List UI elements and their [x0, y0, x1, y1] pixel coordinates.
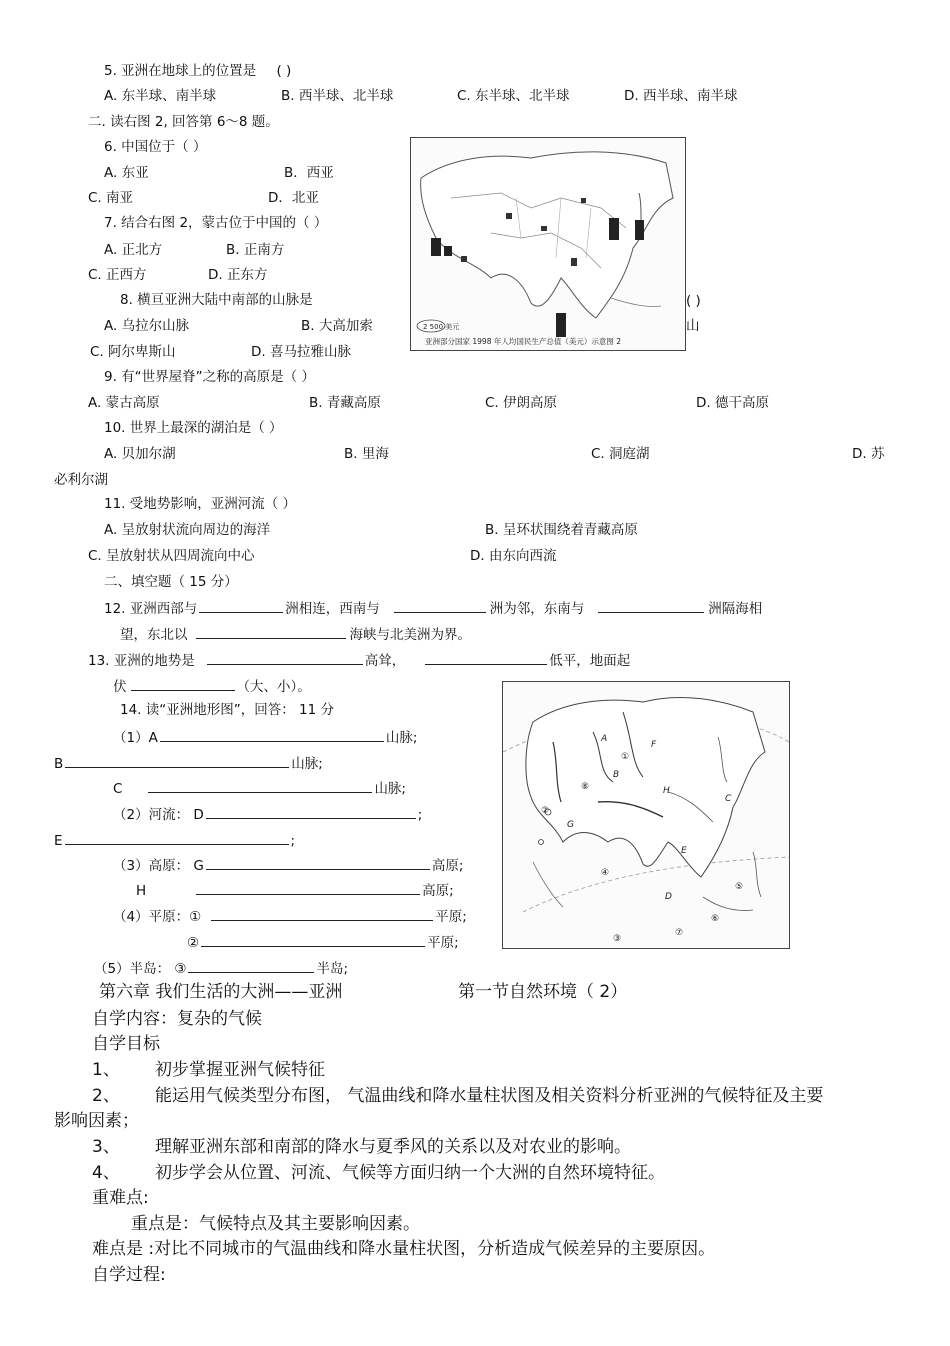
q12-line1: [104, 598, 762, 618]
key-points-heading: 重难点:: [92, 1188, 149, 1208]
key-point: 重点是：气候特点及其主要影响因素。: [131, 1214, 420, 1234]
q13-blank-3[interactable]: [131, 676, 235, 691]
self-study-content: 自学内容：复杂的气候: [92, 1009, 262, 1029]
q14-river-d: [113, 804, 422, 824]
q11-option-a[interactable]: A. 呈放射状流向周边的海洋: [104, 522, 271, 538]
asia-gnp-map-caption: 亚洲部分国家 1998 年人均国民生产总值（美元）示意图 2: [425, 337, 622, 346]
goal-4: 初步学会从位置、河流、气候等方面归纳一个大洲的自然环境特征。: [155, 1163, 665, 1183]
q13-text-a: 13. 亚洲的地势是: [88, 653, 195, 669]
goal-1: 初步掌握亚洲气候特征: [155, 1060, 325, 1080]
q8-paren: ( ): [686, 293, 701, 309]
map-label-14: ⑦: [675, 928, 684, 938]
asia-gnp-map-legend: 2 500 美元: [423, 323, 460, 331]
q11-option-c[interactable]: C. 呈放射状从四周流向中心: [88, 548, 255, 564]
q13-blank-1[interactable]: [207, 650, 363, 665]
q10-option-d-tail: 必利尔湖: [54, 472, 108, 488]
map-label-15: ⑧: [581, 782, 590, 792]
q13-blank-2[interactable]: [425, 650, 547, 665]
q12-blank-4[interactable]: [196, 624, 346, 639]
q14-mountain-c-blank[interactable]: [148, 778, 372, 793]
q10-stem: 10. 世界上最深的湖泊是（ ）: [104, 420, 283, 436]
q7-option-d[interactable]: D. 正东方: [208, 267, 268, 283]
difficult-point: 难点是 :对比不同城市的气温曲线和降水量柱状图，分析造成气候差异的主要原因。: [92, 1239, 716, 1259]
q5-stem-text: 5. 亚洲在地球上的位置是: [104, 63, 257, 79]
q6-option-a[interactable]: A. 东亚: [104, 165, 149, 181]
self-study-goal-heading: 自学目标: [92, 1034, 160, 1054]
q8-option-d[interactable]: D. 喜马拉雅山脉: [251, 344, 351, 360]
q13-text-d: 伏: [113, 679, 127, 695]
goal-2-continued: 影响因素；: [54, 1111, 139, 1131]
q6-option-c[interactable]: C. 南亚: [88, 190, 134, 206]
q14-river-e-label: E: [54, 833, 63, 849]
q14-river-e: [54, 830, 295, 850]
q13-line2: [113, 676, 311, 696]
map-label-4: E: [681, 846, 687, 856]
q12-line2: [120, 624, 471, 644]
q14-plateau-h-label: H: [136, 883, 147, 899]
q11-option-b[interactable]: B. 呈环状围绕着青藏高原: [485, 522, 638, 538]
q14-peninsula-label: （5）半岛： ③: [94, 961, 187, 977]
q11-stem: 11. 受地势影响，亚洲河流（ ）: [104, 496, 297, 512]
q14-mountain-b-blank[interactable]: [65, 753, 289, 768]
q6-option-d[interactable]: D．北亚: [268, 190, 319, 206]
q8-option-a[interactable]: A. 乌拉尔山脉: [104, 318, 190, 334]
q14-plain-2-blank[interactable]: [201, 932, 425, 947]
q14-peninsula-suffix: 半岛;: [316, 961, 349, 977]
map-label-9: ②: [541, 806, 550, 816]
goal-3: 理解亚洲东部和南部的降水与夏季风的关系以及对农业的影响。: [155, 1137, 631, 1157]
q12-text-b: 洲相连，西南与: [285, 601, 380, 617]
q12-text-a: 12. 亚洲西部与: [104, 601, 198, 617]
q5-option-c[interactable]: C. 东半球、北半球: [457, 88, 570, 104]
q14-plateau-g-label: （3）高原： G: [113, 858, 204, 874]
q12-blank-1[interactable]: [199, 598, 283, 613]
q10-option-d[interactable]: D. 苏: [852, 446, 885, 462]
map-label-12: ⑤: [735, 882, 744, 892]
q14-plateau-suffix: 高原;: [422, 883, 454, 899]
q12-text-d: 洲隔海相: [708, 601, 763, 617]
asia-gnp-map: [410, 137, 686, 351]
q13-text-b: 高耸，: [364, 653, 406, 669]
q14-mountain-b-label: B: [54, 756, 64, 772]
q14-river-d-label: （2）河流： D: [113, 807, 204, 823]
q14-plateau-g: [113, 855, 463, 875]
q7-option-a[interactable]: A. 正北方: [104, 242, 163, 258]
goal-4-number: 4、: [92, 1163, 120, 1183]
section-2-heading: 二. 读右图 2, 回答第 6～8 题。: [88, 114, 279, 130]
q14-plateau-g-blank[interactable]: [206, 855, 430, 870]
q14-river-d-blank[interactable]: [206, 804, 416, 819]
q7-option-c[interactable]: C. 正西方: [88, 267, 147, 283]
goal-2: 能运用气候类型分布图， 气温曲线和降水量柱状图及相关资料分析亚洲的气候特征及主要: [155, 1086, 824, 1106]
q14-mountain-c: [113, 778, 406, 798]
map-label-7: H: [663, 786, 670, 796]
q14-plain-suffix: 平原;: [427, 935, 459, 951]
map-label-11: ④: [601, 868, 610, 878]
q14-plain-1-blank[interactable]: [211, 906, 433, 921]
map-label-8: ①: [621, 752, 630, 762]
map-label-6: G: [567, 820, 574, 830]
q14-plain-2: [187, 932, 459, 952]
q9-option-a[interactable]: A. 蒙古高原: [88, 395, 160, 411]
map-label-3: D: [665, 892, 672, 902]
q14-mountain-a-label: （1）A: [113, 730, 158, 746]
q14-plain-suffix: 平原;: [435, 909, 467, 925]
map-label-1: B: [613, 770, 620, 780]
q14-mountain-suffix: 山脉;: [291, 756, 323, 772]
q14-plain-2-label: ②: [187, 935, 200, 951]
map-label-13: ⑥: [711, 914, 720, 924]
map-label-5: F: [651, 740, 657, 750]
q8-stem: 8. 横亘亚洲大陆中南部的山脉是: [120, 292, 313, 308]
q11-option-d[interactable]: D. 由东向西流: [470, 548, 557, 564]
q14-plain-1-label: （4）平原：①: [113, 909, 202, 925]
map-label-2: C: [725, 794, 732, 804]
q5-option-d[interactable]: D. 西半球、南半球: [624, 88, 738, 104]
q14-river-end: ;: [290, 833, 296, 849]
q14-river-end: ;: [417, 807, 423, 823]
q10-option-b[interactable]: B. 里海: [344, 446, 389, 462]
q5-option-b[interactable]: B. 西半球、北半球: [281, 88, 394, 104]
q12-text-e: 望，东北以: [120, 627, 188, 643]
q13-text-e: （大、小）。: [236, 679, 311, 695]
q14-river-e-blank[interactable]: [65, 830, 289, 845]
q12-blank-3[interactable]: [598, 598, 704, 613]
q14-plain-1: [113, 906, 467, 926]
q14-plateau-suffix: 高原;: [431, 858, 464, 874]
q6-option-b[interactable]: B．西亚: [284, 165, 334, 181]
q9-option-b[interactable]: B. 青藏高原: [309, 395, 381, 411]
q10-option-c[interactable]: C. 洞庭湖: [591, 446, 650, 462]
q14-mountain-a: [113, 727, 417, 747]
q12-blank-2[interactable]: [394, 598, 486, 613]
fill-section-heading: 二、填空题（ 15 分）: [104, 574, 238, 590]
q14-mountain-b: [54, 753, 323, 773]
q14-mountain-suffix: 山脉;: [374, 781, 406, 797]
q14-mountain-suffix: 山脉;: [385, 730, 418, 746]
map-label-0: A: [601, 734, 608, 744]
goal-1-number: 1、: [92, 1060, 120, 1080]
q14-mountain-a-blank[interactable]: [160, 727, 384, 742]
q12-text-c: 洲为邻，东南与: [489, 601, 585, 617]
q9-option-c[interactable]: C. 伊朗高原: [485, 395, 558, 411]
q8-option-c[interactable]: C. 阿尔卑斯山: [90, 344, 176, 360]
q7-stem: 7. 结合右图 2，蒙古位于中国的（ ）: [104, 215, 328, 231]
q10-option-a[interactable]: A. 贝加尔湖: [104, 446, 176, 462]
q14-plateau-h: [136, 880, 454, 900]
q5-paren: ( ): [276, 63, 292, 79]
q14-plateau-h-blank[interactable]: [196, 880, 420, 895]
goal-2-number: 2、: [92, 1086, 120, 1106]
q14-mountain-c-label: C: [113, 781, 123, 797]
self-study-process-heading: 自学过程:: [92, 1265, 166, 1285]
q9-option-d[interactable]: D. 德干高原: [696, 395, 769, 411]
q7-option-b[interactable]: B. 正南方: [226, 242, 285, 258]
chapter-title: 第六章 我们生活的大洲——亚洲: [99, 982, 343, 1002]
q5-stem: [104, 62, 291, 80]
section-title: 第一节自然环境（ 2）: [458, 982, 628, 1002]
map-label-10: ③: [613, 934, 622, 944]
q6-stem: 6. 中国位于（ ）: [104, 139, 207, 155]
q13-text-c: 低平，地面起: [549, 653, 631, 669]
asia-terrain-map: [502, 681, 790, 949]
asia-gnp-map-drawing: [411, 138, 685, 338]
q14-stem: 14. 读“亚洲地形图”，回答： 11 分: [120, 702, 335, 718]
q12-text-f: 海峡与北美洲为界。: [349, 627, 471, 643]
q8-option-b[interactable]: B. 大高加索: [301, 318, 373, 334]
q5-option-a[interactable]: A. 东半球、南半球: [104, 88, 217, 104]
q13-line1: [88, 650, 630, 670]
q14-peninsula-blank[interactable]: [188, 958, 314, 973]
goal-3-number: 3、: [92, 1137, 120, 1157]
q9-stem: 9. 有“世界屋脊”之称的高原是（ ）: [104, 369, 315, 385]
q8-option-b-tail: 山: [686, 318, 700, 334]
q14-peninsula: [94, 958, 348, 978]
